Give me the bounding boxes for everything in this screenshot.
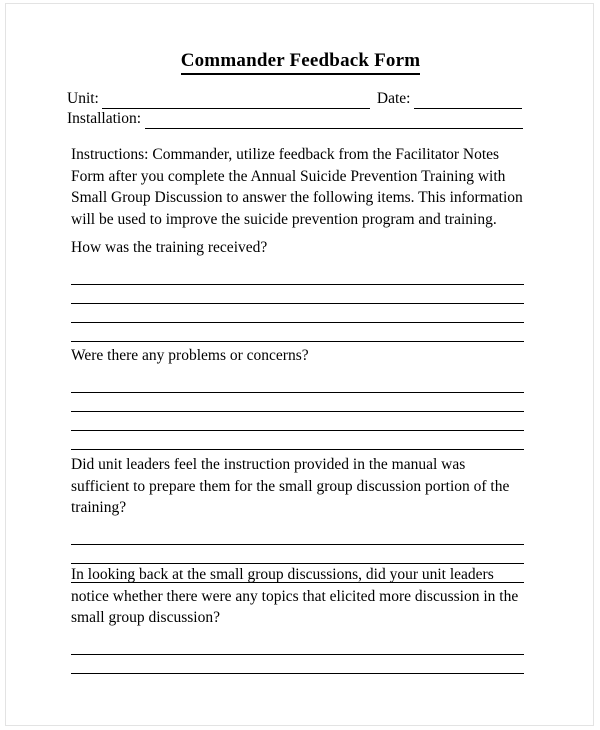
date-input-rule[interactable] [414,93,522,109]
installation-label: Installation: [67,110,142,127]
document-page [5,3,594,726]
field-row-installation [67,109,527,129]
answer-line[interactable] [71,638,524,655]
answer-line[interactable] [71,376,524,393]
answer-line[interactable] [71,285,524,304]
question-text-2: Were there any problems or concerns? [71,347,309,364]
question-block-2 [71,345,527,450]
page-title-container [6,50,595,75]
question-block-4 [71,564,527,674]
answer-line[interactable] [71,412,524,431]
answer-line[interactable] [71,431,524,450]
answer-line[interactable] [71,655,524,674]
answer-lines-1 [71,268,527,342]
answer-lines-2 [71,376,527,450]
unit-label: Unit: [67,90,99,107]
unit-input-rule[interactable] [102,93,370,109]
answer-line[interactable] [71,528,524,545]
answer-lines-4 [71,638,527,674]
question-block-1 [71,237,527,342]
answer-line[interactable] [71,304,524,323]
answer-line[interactable] [71,393,524,412]
page-title: Commander Feedback Form [181,50,421,75]
instructions-paragraph: Instructions: Commander, utilize feedback from the Facilitator Notes Form after you complete the Annual Suicide Prevention Training with Small Group Discussion to answer the following items. This information will be used to improve the suicide prevention program and training. [71,146,523,228]
installation-input-rule[interactable] [145,113,523,129]
question-text-4: In looking back at the small group discussions, did your unit leaders notice whether there were any topics that elicited more discussion in the small group discussion? [71,566,519,626]
date-label: Date: [376,90,411,107]
form-sheet [6,4,593,725]
question-text-1: How was the training received? [71,239,268,256]
answer-line[interactable] [71,545,524,564]
answer-line[interactable] [71,268,524,285]
question-text-3: Did unit leaders feel the instruction provided in the manual was sufficient to prepare them for the small group discussion portion of the training? [71,456,510,516]
field-row-unit-date [67,89,527,109]
answer-line[interactable] [71,323,524,342]
